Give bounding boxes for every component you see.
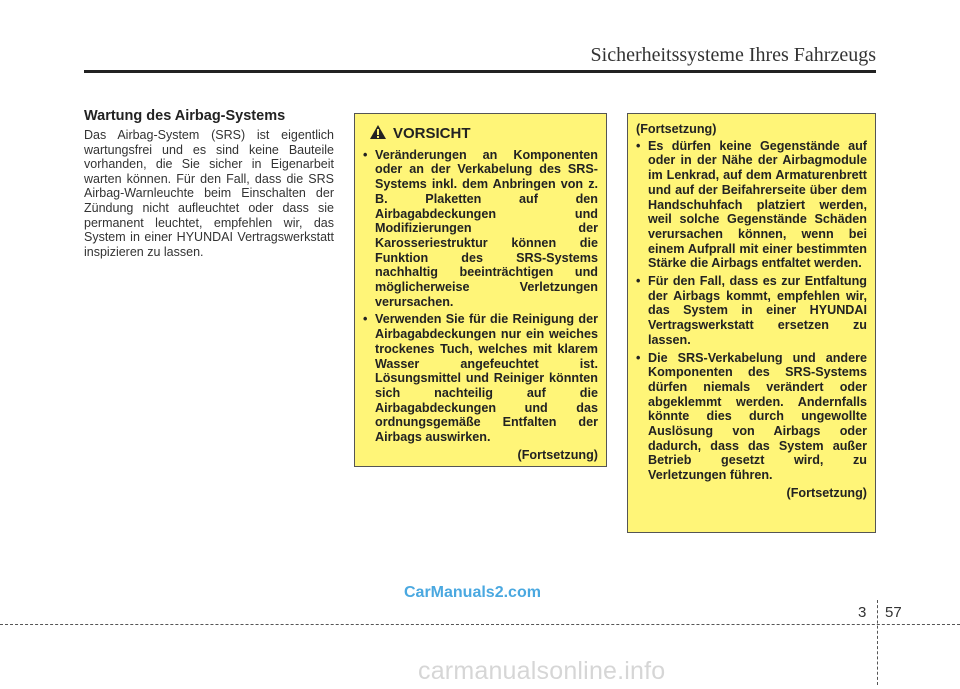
caution-item: • Die SRS-Verkabelung und andere Komponenten des SRS-Systems dürfen niemals verändert oder abgeklemmt werden. Andernfalls könnte dies durch ungewollte Auslösung von Airbags oder dadurch, dass das System außer Betrieb gesetzt wird, zu Verletzungen führen. <box>636 351 867 483</box>
chapter-number: 3 <box>858 604 867 621</box>
section-heading: Wartung des Airbag-Systems <box>84 108 286 124</box>
caution-item: • Für den Fall, dass es zur Entfaltung der Airbags kommt, empfehlen wir, das System in einer HYUNDAI Vertragswerkstatt ersetzen zu lassen. <box>636 274 867 348</box>
caution-title: VORSICHT <box>393 124 471 142</box>
section-body: Das Airbag-System (SRS) ist eigentlich wartungsfrei und es sind keine Bauteile vorhanden, die Sie sicher in Eigenarbeit warten können. Für den Fall, dass die SRS Airbag-Warnleuchte beim Einschalten der Zündung nicht aufleuchtet oder dass sie permanent leuchtet, empfehlen wir, das System in einer HYUNDAI Vertragswerkstatt inspizieren zu lassen. <box>84 128 334 259</box>
running-header: Sicherheitssysteme Ihres Fahrzeugs <box>590 44 876 66</box>
caution-header <box>369 124 598 144</box>
caution-list <box>363 148 598 445</box>
caution-continued-box <box>627 113 876 533</box>
continued-list <box>636 139 867 483</box>
watermark-top[interactable]: CarManuals2.com <box>404 584 541 601</box>
page-number: 57 <box>885 604 902 621</box>
warning-triangle-icon <box>369 124 387 144</box>
continued-header: (Fortsetzung) <box>636 122 717 136</box>
maintenance-section <box>84 108 334 259</box>
caution-item: • Es dürfen keine Gegenstände auf oder in der Nähe der Airbagmodule im Lenkrad, auf dem Armaturenbrett und auf der Beifahrerseite über dem Handschuhfach platziert werden, weil solche Gegenstände Schäden verursachen können, wenn bei einem Aufprall mit einer bestimmten Stärke die Airbags entfaltet werden. <box>636 139 867 271</box>
header-rule <box>84 70 876 73</box>
continued-label: (Fortsetzung) <box>786 485 867 500</box>
footer-divider <box>0 624 960 625</box>
continued-label: (Fortsetzung) <box>517 447 598 462</box>
footer-vertical-divider <box>877 600 878 685</box>
watermark-bottom[interactable]: carmanualsonline.info <box>418 657 666 685</box>
caution-item: • Verwenden Sie für die Reinigung der Airbagabdeckungen nur ein weiches trockenes Tuch, welches mit klarem Wasser angefeuchtet ist. Lösungsmittel und Reiniger könnten sich nachteilig auf die Airbagabdeckungen und das ordnungsgemäße Entfalten der Airbags auswirken. <box>363 312 598 444</box>
caution-box <box>354 113 607 467</box>
caution-item: • Veränderungen an Komponenten oder an der Verkabelung des SRS-Systems inkl. dem Anbringen von z. B. Plaketten auf den Airbagabdeckungen und Modifizierungen der Karosseriestruktur können die Funktion des SRS-Systems nachhaltig beeinträchtigen und möglicherweise Verletzungen verursachen. <box>363 148 598 310</box>
